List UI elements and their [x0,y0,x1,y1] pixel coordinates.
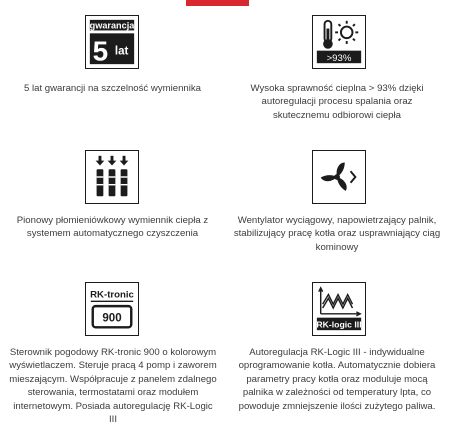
accent-bar [186,0,249,6]
heat-exchanger-tubes-icon [85,150,139,204]
rk-tronic-controller-icon [85,282,139,336]
warranty-5-years-icon [85,15,139,69]
fan-icon [312,150,366,204]
feature-description: Autoregulacja RK-Logic III - indywidualne oprogramowanie kotła. Automatycznie dobiera parametry pracy kotła oraz moduluje mocą palnika w zależności od temperatury lpta, co powoduje zmniejszenie ilości zużytego paliwa. [238,347,436,412]
rk-logic-icon [312,282,366,336]
feature-description: Wentylator wyciągowy, napowietrzający palnik, stabilizujący pracę kotła oraz usprawniający ciąg kominowy [233,215,441,253]
svg-text:gwarancja: gwarancja [89,20,135,31]
feature-description: Sterownik pogodowy RK-tronic 900 o kolorowym wyświetlaczem. Steruje pracą 4 pomp i zaworem mieszającym. Współpracuje z panelem zdalnego sterowania, termostatami oraz modułem internetowym. Posiada autoregulację RK-Logic III [9,347,217,426]
svg-text:RK-tronic: RK-tronic [90,289,134,301]
efficiency-thermometer-icon [312,15,366,69]
svg-text:5: 5 [92,35,109,67]
svg-text:900: 900 [102,312,122,325]
svg-text:lat: lat [114,45,129,58]
feature-description: 5 lat gwarancji na szczelność wymiennika [23,83,202,94]
svg-text:RK-logic III: RK-logic III [316,319,362,330]
svg-text:>93%: >93% [326,52,352,64]
feature-description: Wysoka sprawność cieplna > 93% dzięki autoregulacji procesu spalania oraz skutecznemu odbiorowi ciepła [250,83,424,121]
feature-description: Pionowy płomieniówkowy wymiennik ciepła z systemem automatycznego czyszczenia [16,215,209,240]
